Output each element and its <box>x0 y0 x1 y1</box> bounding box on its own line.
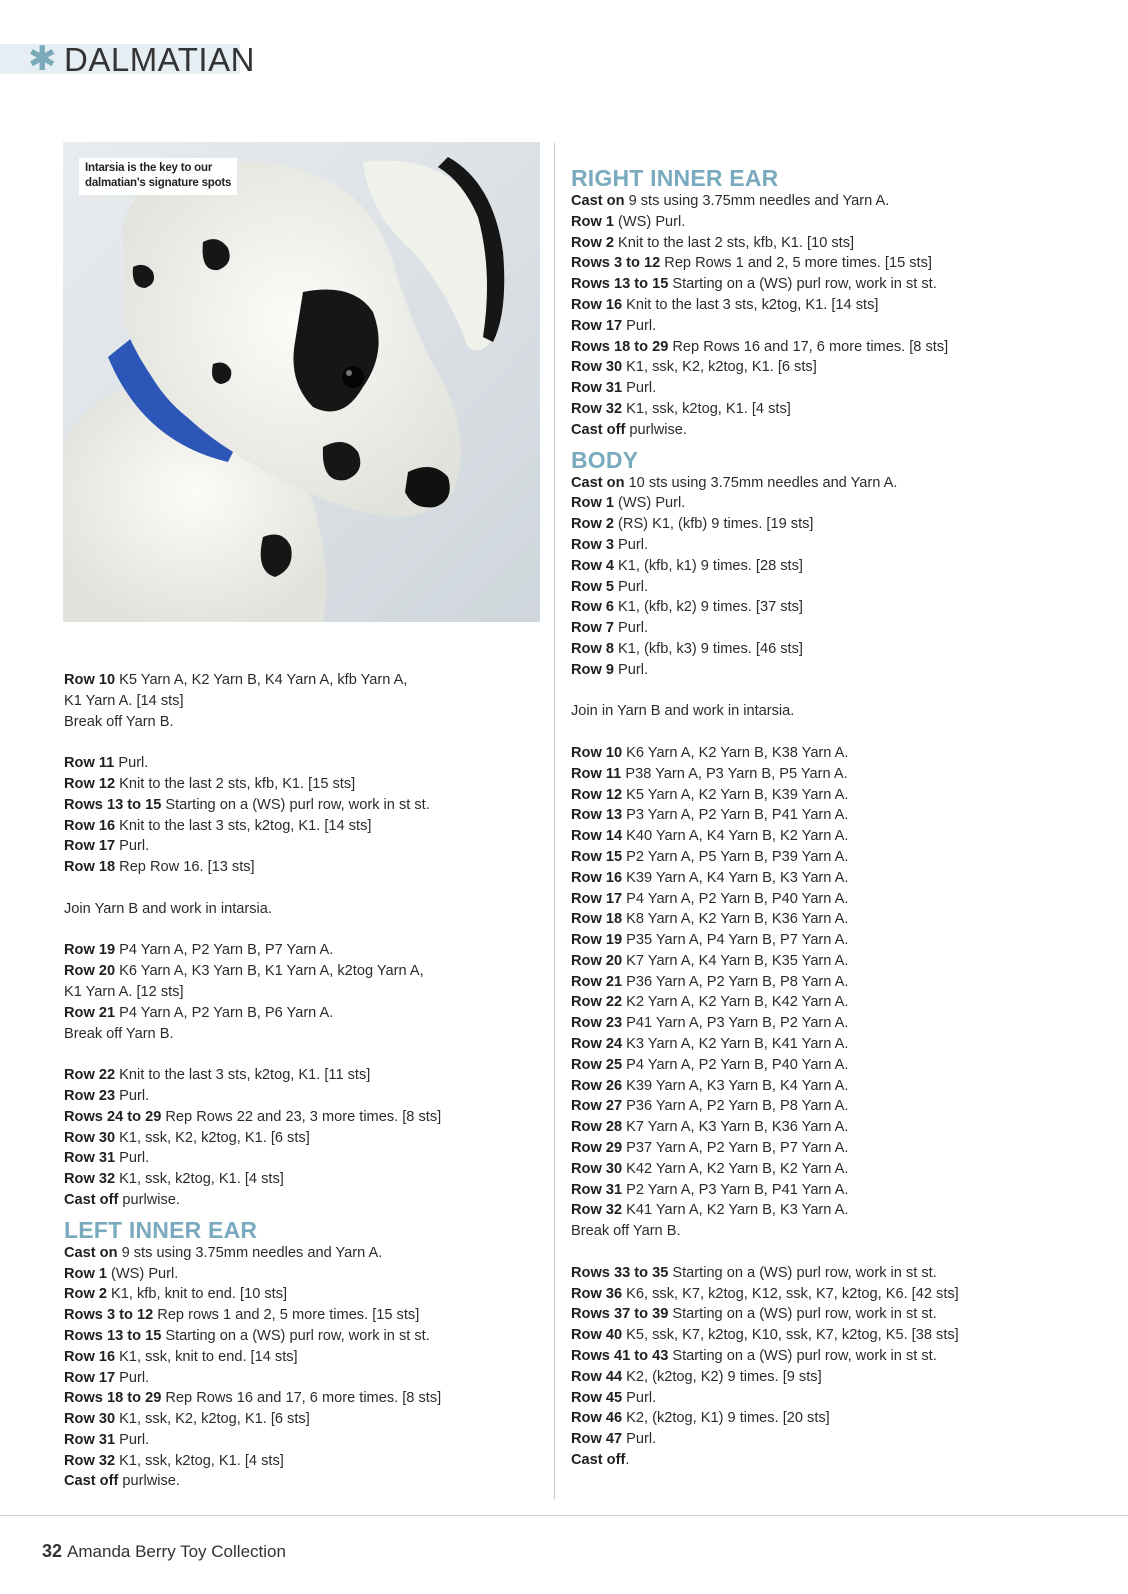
row-label: Row 11 <box>571 765 622 782</box>
row-label: Rows 3 to 12 <box>64 1307 154 1324</box>
photo-caption <box>79 158 237 195</box>
instruction-line <box>571 992 1116 1013</box>
instruction-text: K39 Yarn A, K4 Yarn B, K3 Yarn A. <box>622 869 849 886</box>
instruction-text: K7 Yarn A, K3 Yarn B, K36 Yarn A. <box>622 1119 849 1136</box>
instruction-line <box>64 1409 544 1430</box>
instruction-text: Rep Rows 22 and 23, 3 more times. [8 sts] <box>161 1108 442 1125</box>
instruction-text: Knit to the last 2 sts, kfb, K1. [15 sts] <box>115 775 356 792</box>
page-number: 32 <box>42 1541 63 1561</box>
instruction-line <box>571 191 1116 212</box>
row-label: Row 1 <box>64 1265 107 1282</box>
row-label: Row 17 <box>64 1369 116 1386</box>
instruction-text: Rep Rows 16 and 17, 6 more times. [8 sts] <box>668 338 949 355</box>
spacer <box>64 732 544 753</box>
instruction-line <box>571 535 1116 556</box>
instruction-text: K39 Yarn A, K3 Yarn B, K4 Yarn A. <box>622 1077 849 1094</box>
instruction-line <box>64 982 544 1003</box>
row-label: Rows 3 to 12 <box>571 255 661 272</box>
page-title: DALMATIAN <box>64 41 255 78</box>
instruction-text: Purl. <box>613 578 649 595</box>
dalmatian-toy-illustration <box>63 142 540 622</box>
instruction-text: P4 Yarn A, P2 Yarn B, P40 Yarn A. <box>622 890 849 907</box>
instruction-line <box>64 1347 544 1368</box>
instruction-text: P2 Yarn A, P3 Yarn B, P41 Yarn A. <box>622 1181 849 1198</box>
instruction-line <box>64 961 544 982</box>
instruction-text: Purl. <box>114 755 149 772</box>
instruction-line <box>571 1429 1116 1450</box>
instruction-text: (RS) K1, (kfb) 9 times. [19 sts] <box>613 516 814 533</box>
instruction-text: Starting on a (WS) purl row, work in st st. <box>668 276 937 293</box>
instruction-text: Starting on a (WS) purl row, work in st st. <box>668 1348 937 1365</box>
row-label: Row 10 <box>64 672 116 688</box>
instruction-line <box>571 639 1116 660</box>
row-label: Row 47 <box>571 1431 623 1448</box>
instruction-text: Purl. <box>622 380 657 397</box>
instruction-line <box>571 1304 1116 1325</box>
instruction-text: Purl. <box>613 620 649 637</box>
instruction-line <box>64 1190 544 1211</box>
instruction-line <box>571 473 1116 494</box>
dalmatian-photo <box>63 142 540 622</box>
instruction-line <box>571 597 1116 618</box>
instruction-text: K5, ssk, K7, k2tog, K10, ssk, K7, k2tog, K5. [38 sts] <box>622 1327 959 1344</box>
row-label: Row 11 <box>64 755 115 772</box>
instruction-text: P41 Yarn A, P3 Yarn B, P2 Yarn A. <box>622 1015 849 1032</box>
instruction-text: Break off Yarn B. <box>64 713 174 730</box>
row-label: Row 22 <box>571 994 623 1011</box>
row-label: Row 19 <box>64 942 116 959</box>
row-label: Row 36 <box>571 1285 623 1302</box>
row-label: Row 32 <box>571 400 623 417</box>
instruction-text: K1, ssk, K2, k2tog, K1. [6 sts] <box>115 1129 310 1146</box>
instruction-line <box>571 1117 1116 1138</box>
row-label: Row 2 <box>64 1286 107 1303</box>
row-label: Rows 41 to 43 <box>571 1348 669 1365</box>
instruction-line <box>64 712 544 733</box>
row-label: Row 2 <box>571 516 614 533</box>
row-label: Row 17 <box>571 890 623 907</box>
row-label: Rows 13 to 15 <box>64 796 162 813</box>
left-column <box>64 670 544 1492</box>
instruction-text: Purl. <box>115 1087 150 1104</box>
instruction-line <box>571 1284 1116 1305</box>
row-label: Row 40 <box>571 1327 623 1344</box>
row-label: Row 5 <box>571 578 614 595</box>
instruction-line <box>571 1138 1116 1159</box>
instruction-text: K40 Yarn A, K4 Yarn B, K2 Yarn A. <box>622 828 849 845</box>
instruction-text: K8 Yarn A, K2 Yarn B, K36 Yarn A. <box>622 911 849 928</box>
row-label: Rows 33 to 35 <box>571 1264 669 1281</box>
instruction-line <box>64 1388 544 1409</box>
row-label: Cast off <box>64 1473 119 1490</box>
row-label: Rows 13 to 15 <box>64 1327 162 1344</box>
right-column <box>571 165 1116 1471</box>
row-label: Row 29 <box>571 1140 623 1157</box>
instruction-text: K1 Yarn A. [12 sts] <box>64 983 184 1000</box>
instruction-line <box>571 577 1116 598</box>
instruction-text: Rep rows 1 and 2, 5 more times. [15 sts] <box>153 1307 420 1324</box>
instruction-line <box>64 1086 544 1107</box>
instruction-text: . <box>625 1452 630 1469</box>
instruction-line <box>571 1367 1116 1388</box>
row-label: Rows 13 to 15 <box>571 276 669 293</box>
footer <box>42 1540 286 1563</box>
instruction-text: P4 Yarn A, P2 Yarn B, P40 Yarn A. <box>622 1056 849 1073</box>
row-label: Row 32 <box>64 1171 116 1188</box>
instruction-text: Join in Yarn B and work in intarsia. <box>571 703 795 720</box>
instruction-text: K7 Yarn A, K4 Yarn B, K35 Yarn A. <box>622 952 849 969</box>
instruction-line <box>571 295 1116 316</box>
instruction-line <box>64 1128 544 1149</box>
row-label: Cast on <box>571 193 625 209</box>
instruction-text: P4 Yarn A, P2 Yarn B, P6 Yarn A. <box>115 1004 334 1021</box>
instruction-line <box>64 1148 544 1169</box>
section-heading: LEFT INNER EAR <box>64 1216 258 1243</box>
instruction-text: K2, (k2tog, K2) 9 times. [9 sts] <box>622 1368 822 1385</box>
row-label: Cast off <box>64 1191 119 1208</box>
row-label: Row 6 <box>571 599 614 616</box>
instruction-line <box>64 1003 544 1024</box>
row-label: Row 3 <box>571 536 614 553</box>
row-label: Row 18 <box>64 859 116 876</box>
row-label: Row 30 <box>64 1411 116 1428</box>
instruction-text: P3 Yarn A, P2 Yarn B, P41 Yarn A. <box>622 807 849 824</box>
instruction-line <box>64 795 544 816</box>
instruction-line <box>64 1451 544 1472</box>
instruction-text: K5 Yarn A, K2 Yarn B, K4 Yarn A, kfb Yarn A, <box>115 672 408 688</box>
row-label: Row 21 <box>571 973 623 990</box>
instruction-text: K1, ssk, knit to end. [14 sts] <box>115 1348 298 1365</box>
instruction-text: K1, ssk, K2, k2tog, K1. [6 sts] <box>115 1411 310 1428</box>
instruction-text: 9 sts using 3.75mm needles and Yarn A. <box>117 1244 383 1261</box>
row-label: Row 31 <box>64 1150 116 1167</box>
instruction-text: Starting on a (WS) purl row, work in st st. <box>161 1327 430 1344</box>
instruction-line <box>571 1325 1116 1346</box>
instruction-line <box>571 764 1116 785</box>
instruction-line <box>64 1264 544 1285</box>
row-label: Row 32 <box>571 1202 623 1219</box>
instruction-line <box>571 1388 1116 1409</box>
instruction-text: K2, (k2tog, K1) 9 times. [20 sts] <box>622 1410 830 1427</box>
asterisk-icon: ✱ <box>28 39 57 79</box>
instruction-line <box>571 805 1116 826</box>
instruction-line <box>64 774 544 795</box>
row-label: Row 16 <box>571 296 623 313</box>
row-label: Row 45 <box>571 1389 623 1406</box>
instruction-line <box>64 899 544 920</box>
row-label: Row 23 <box>571 1015 623 1032</box>
instruction-line <box>571 1096 1116 1117</box>
instruction-line <box>571 378 1116 399</box>
instruction-line <box>571 357 1116 378</box>
instruction-line <box>571 212 1116 233</box>
instruction-text: K6, ssk, K7, k2tog, K12, ssk, K7, k2tog, K6. [42 sts] <box>622 1285 959 1302</box>
instruction-text: K41 Yarn A, K2 Yarn B, K3 Yarn A. <box>622 1202 849 1219</box>
instruction-line <box>64 753 544 774</box>
instruction-text: K1, ssk, k2tog, K1. [4 sts] <box>115 1171 284 1188</box>
spacer <box>571 722 1116 743</box>
instruction-text: 10 sts using 3.75mm needles and Yarn A. <box>624 474 898 491</box>
instruction-text: K1, ssk, k2tog, K1. [4 sts] <box>115 1452 284 1469</box>
instruction-line <box>571 316 1116 337</box>
instruction-text: Break off Yarn B. <box>571 1223 681 1240</box>
row-label: Row 10 <box>571 744 623 761</box>
instruction-text: Starting on a (WS) purl row, work in st st. <box>161 796 430 813</box>
row-label: Row 20 <box>64 963 116 980</box>
instruction-text: P38 Yarn A, P3 Yarn B, P5 Yarn A. <box>621 765 848 782</box>
row-label: Cast on <box>571 474 625 491</box>
instruction-text: Knit to the last 3 sts, k2tog, K1. [14 sts] <box>115 817 372 834</box>
instruction-text: Break off Yarn B. <box>64 1025 174 1042</box>
instruction-line <box>571 399 1116 420</box>
row-label: Row 16 <box>571 869 623 886</box>
row-label: Row 23 <box>64 1087 116 1104</box>
row-label: Row 14 <box>571 828 623 845</box>
instruction-text: Rep Rows 16 and 17, 6 more times. [8 sts] <box>161 1390 442 1407</box>
instruction-line <box>571 909 1116 930</box>
instruction-text: P35 Yarn A, P4 Yarn B, P7 Yarn A. <box>622 932 849 949</box>
instruction-text: purlwise. <box>118 1473 180 1490</box>
row-label: Row 1 <box>571 213 614 230</box>
instruction-text: Purl. <box>115 1431 150 1448</box>
row-label: Row 18 <box>571 911 623 928</box>
instruction-line <box>64 1326 544 1347</box>
row-label: Row 16 <box>64 817 116 834</box>
instruction-text: Purl. <box>115 1369 150 1386</box>
spacer <box>64 920 544 941</box>
instruction-line <box>571 951 1116 972</box>
instruction-text: K1, (kfb, k1) 9 times. [28 sts] <box>613 557 803 574</box>
row-label: Rows 18 to 29 <box>571 338 669 355</box>
row-label: Row 19 <box>571 932 623 949</box>
spacer <box>64 878 544 899</box>
row-label: Row 9 <box>571 661 614 678</box>
instruction-text: Purl. <box>613 661 649 678</box>
row-label: Row 17 <box>571 317 623 334</box>
instruction-line <box>571 1450 1116 1471</box>
instruction-line <box>571 420 1116 441</box>
instruction-text: Knit to the last 2 sts, kfb, K1. [10 sts] <box>613 234 855 251</box>
row-label: Row 26 <box>571 1077 623 1094</box>
row-label: Row 12 <box>571 786 623 803</box>
instruction-line <box>571 1221 1116 1242</box>
instruction-line <box>64 1107 544 1128</box>
row-label: Row 32 <box>64 1452 116 1469</box>
instruction-line <box>64 1024 544 1045</box>
instruction-text: Purl. <box>622 1389 657 1406</box>
instruction-line <box>571 1076 1116 1097</box>
instruction-text: 9 sts using 3.75mm needles and Yarn A. <box>624 193 890 209</box>
instruction-line <box>571 1159 1116 1180</box>
instruction-line <box>64 940 544 961</box>
instruction-text: Starting on a (WS) purl row, work in st st. <box>668 1306 937 1323</box>
instruction-line <box>64 1368 544 1389</box>
row-label: Row 25 <box>571 1056 623 1073</box>
instruction-line <box>571 868 1116 889</box>
row-label: Row 1 <box>571 495 614 512</box>
instruction-line <box>64 1284 544 1305</box>
instruction-line <box>64 857 544 878</box>
row-label: Row 12 <box>64 775 116 792</box>
instruction-line <box>571 785 1116 806</box>
instruction-text: K6 Yarn A, K2 Yarn B, K38 Yarn A. <box>622 744 849 761</box>
instruction-text: P2 Yarn A, P5 Yarn B, P39 Yarn A. <box>622 848 849 865</box>
instruction-line <box>571 514 1116 535</box>
instruction-line <box>64 816 544 837</box>
instruction-line <box>571 1263 1116 1284</box>
row-label: Row 31 <box>571 1181 623 1198</box>
row-label: Row 46 <box>571 1410 623 1427</box>
instruction-line <box>571 743 1116 764</box>
instruction-line <box>571 493 1116 514</box>
instruction-text: P37 Yarn A, P2 Yarn B, P7 Yarn A. <box>622 1140 849 1157</box>
instruction-line <box>571 701 1116 722</box>
row-label: Row 27 <box>571 1098 623 1115</box>
row-label: Row 13 <box>571 807 623 824</box>
instruction-text: purlwise. <box>625 421 687 438</box>
instruction-text: K42 Yarn A, K2 Yarn B, K2 Yarn A. <box>622 1160 849 1177</box>
row-label: Cast off <box>571 1452 626 1469</box>
instruction-line <box>571 274 1116 295</box>
instruction-text: Rep Rows 1 and 2, 5 more times. [15 sts] <box>660 255 932 272</box>
instruction-line <box>571 1013 1116 1034</box>
row-label: Row 2 <box>571 234 614 251</box>
spacer <box>64 1044 544 1065</box>
instruction-text: P36 Yarn A, P2 Yarn B, P8 Yarn A. <box>622 1098 849 1115</box>
instruction-line <box>64 1243 544 1264</box>
instruction-line <box>571 1180 1116 1201</box>
instruction-text: K1 Yarn A. [14 sts] <box>64 692 184 709</box>
row-label: Row 8 <box>571 640 614 657</box>
instruction-line <box>571 1055 1116 1076</box>
instruction-line <box>64 670 544 691</box>
instruction-line <box>64 1430 544 1451</box>
row-label: Row 30 <box>64 1129 116 1146</box>
instruction-text: (WS) Purl. <box>613 213 686 230</box>
row-label: Row 30 <box>571 359 623 376</box>
instruction-text: K1, (kfb, k2) 9 times. [37 sts] <box>613 599 803 616</box>
instruction-text: Rep Row 16. [13 sts] <box>115 859 255 876</box>
spacer <box>571 681 1116 702</box>
row-label: Row 24 <box>571 1036 623 1053</box>
instruction-line <box>571 233 1116 254</box>
row-label: Rows 37 to 39 <box>571 1306 669 1323</box>
instruction-line <box>64 1471 544 1492</box>
row-label: Row 15 <box>571 848 623 865</box>
footer-rule <box>0 1515 1128 1516</box>
instruction-line <box>571 1034 1116 1055</box>
row-label: Rows 18 to 29 <box>64 1390 162 1407</box>
instruction-line <box>571 889 1116 910</box>
instruction-text: (WS) Purl. <box>106 1265 179 1282</box>
instruction-text: Purl. <box>115 1150 150 1167</box>
instruction-text: Purl. <box>115 838 150 855</box>
instruction-text: K1, ssk, k2tog, K1. [4 sts] <box>622 400 791 417</box>
column-divider <box>554 143 555 1499</box>
instruction-line <box>64 1305 544 1326</box>
row-label: Row 21 <box>64 1004 116 1021</box>
caption-line: dalmatian's signature spots <box>85 177 232 189</box>
instruction-text: P36 Yarn A, P2 Yarn B, P8 Yarn A. <box>622 973 849 990</box>
row-label: Row 31 <box>64 1431 116 1448</box>
instruction-text: Purl. <box>622 1431 657 1448</box>
instruction-line <box>571 972 1116 993</box>
row-label: Row 16 <box>64 1348 116 1365</box>
row-label: Row 30 <box>571 1160 623 1177</box>
row-label: Row 4 <box>571 557 614 574</box>
publication-name: Amanda Berry Toy Collection <box>67 1542 286 1561</box>
instruction-line <box>64 836 544 857</box>
instruction-line <box>571 556 1116 577</box>
instruction-line <box>571 1200 1116 1221</box>
instruction-line <box>571 1408 1116 1429</box>
section-heading: RIGHT INNER EAR <box>571 165 779 191</box>
instruction-text: K6 Yarn A, K3 Yarn B, K1 Yarn A, k2tog Yarn A, <box>115 963 424 980</box>
instruction-text: Knit to the last 3 sts, k2tog, K1. [11 sts] <box>115 1067 371 1084</box>
instruction-line <box>571 1346 1116 1367</box>
spacer <box>571 1242 1116 1263</box>
row-label: Rows 24 to 29 <box>64 1108 162 1125</box>
instruction-text: Join Yarn B and work in intarsia. <box>64 900 272 917</box>
instruction-line <box>571 826 1116 847</box>
instruction-line <box>571 618 1116 639</box>
instruction-line <box>571 253 1116 274</box>
instruction-text: K2 Yarn A, K2 Yarn B, K42 Yarn A. <box>622 994 849 1011</box>
row-label: Row 44 <box>571 1368 623 1385</box>
instruction-line <box>64 1065 544 1086</box>
instruction-text: Knit to the last 3 sts, k2tog, K1. [14 sts] <box>622 296 879 313</box>
row-label: Row 28 <box>571 1119 623 1136</box>
instruction-text: P4 Yarn A, P2 Yarn B, P7 Yarn A. <box>115 942 334 959</box>
section-heading: BODY <box>571 446 639 473</box>
instruction-text: K1, kfb, knit to end. [10 sts] <box>106 1286 288 1303</box>
instruction-line <box>64 1169 544 1190</box>
row-label: Row 7 <box>571 620 614 637</box>
row-label: Row 31 <box>571 380 623 397</box>
instruction-text: purlwise. <box>118 1191 180 1208</box>
instruction-line <box>571 660 1116 681</box>
instruction-text: Starting on a (WS) purl row, work in st st. <box>668 1264 937 1281</box>
caption-line: Intarsia is the key to our <box>85 162 213 174</box>
row-label: Row 20 <box>571 952 623 969</box>
row-label: Cast off <box>571 421 626 438</box>
instruction-text: K3 Yarn A, K2 Yarn B, K41 Yarn A. <box>622 1036 849 1053</box>
instruction-line <box>571 337 1116 358</box>
instruction-text: Purl. <box>613 536 649 553</box>
instruction-line <box>64 691 544 712</box>
row-label: Row 22 <box>64 1067 116 1084</box>
instruction-line <box>571 930 1116 951</box>
instruction-text: K1, ssk, K2, k2tog, K1. [6 sts] <box>622 359 817 376</box>
instruction-text: K1, (kfb, k3) 9 times. [46 sts] <box>613 640 803 657</box>
row-label: Row 17 <box>64 838 116 855</box>
instruction-text: (WS) Purl. <box>613 495 686 512</box>
instruction-text: Purl. <box>622 317 657 334</box>
instruction-text: K5 Yarn A, K2 Yarn B, K39 Yarn A. <box>622 786 849 803</box>
instruction-line <box>571 847 1116 868</box>
row-label: Cast on <box>64 1244 118 1261</box>
